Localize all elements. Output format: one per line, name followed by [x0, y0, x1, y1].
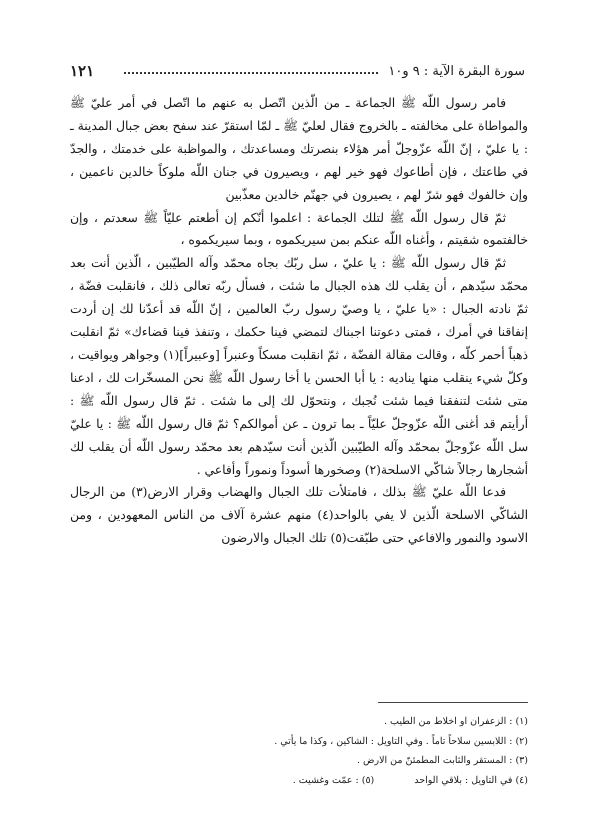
main-text — [70, 92, 528, 550]
footnotes — [70, 712, 528, 790]
page-header — [70, 60, 525, 82]
footnote-5: (٥) : عمّت وغشيت . — [292, 774, 375, 786]
paragraph-4: فدعا اللّه عليّ ﷺ بذلك ، فامتلأت تلك الجبال والهضاب وقرار الارض(٣) من الرجال الشاكّي الاسلحة الّذين لا يفي بالواحد(٤) منهم عشرة آلاف من الناس المعهودين ، ومن الاسود والنمور والافاعي حتى طبّقت(٥) تلك الجبال والارضون — [70, 485, 528, 546]
header-dotted-rule — [124, 72, 378, 74]
paragraph-2: ثمّ قال رسول اللّه ﷺ لتلك الجماعة : اعلموا أنّكم إن أطعتم عليّاً ﷺ سعدتم ، وإن خالفتموه شقيتم ، وأغناه اللّه عنكم بمن سيريكموه ، وبما سيريكموه ، — [70, 210, 528, 248]
footnote-2: (٢) : اللابسين سلاحاً تاماً . وفي التاويل : الشاكين ، وكذا ما يأتي . — [274, 735, 528, 747]
footnote-row — [70, 771, 528, 791]
footnote-separator — [378, 702, 528, 703]
running-title: سورة البقرة الآية : ٩ و١٠ — [388, 63, 525, 79]
footnote-1: (١) : الزعفران او اخلاط من الطيب . — [383, 716, 528, 727]
footnote-4: (٤) في التاويل : بلاقي الواحد — [414, 774, 528, 786]
page-number: ١٢١ — [70, 62, 95, 80]
paragraph-3: ثمّ قال رسول اللّه ﷺ : يا عليّ ، سل ربّك بجاه محمّد وآله الطيّبين ، الّذين أنت بعد محمّد سيّدهم ، أن يقلب لك هذه الجبال ما شئت ، فسأل ربّه تعالى ذلك ، فانقلبت فضّة ، ثمّ نادته الجبال : «يا عليّ ، يا وصيّ رسول ربّ العالمين ، إنّ اللّه قد أعدّنا لك إن أردت إنفاقنا في أمرك ، فمتى دعوتنا اجبناك لتمضي فينا حكمك ، وتنفذ فينا قضاءك» ثمّ انقلبت ذهباً أحمر كلّه ، وقالت مقالة الفضّة ، ثمّ انقلبت مسكاً وعنبراً [وعبيراً](١) وجواهر ويواقيت ، وكلّ شيء ينقلب منها يناديه : يا أبا الحسن يا أخا رسول اللّه ﷺ نحن المسخّرات لك ، ادعنا متى شئت لتنفقنا فيما شئت نُجبك ، ونتحوّل لك إلى ما شئت . ثمّ قال رسول اللّه ﷺ : أرأيتم قد أغنى اللّه عزّوجلّ عليّاً ـ بما ترون ـ عن أموالكم؟ ثمّ قال رسول اللّه ﷺ : يا عليّ سل اللّه عزّوجلّ بمحمّد وآله الطيّبين الّذين أنت سيّدهم بعد محمّد رسول اللّه أن يقلب لك أشجارها رجالاً شاكّي الاسلحة(٢) وصخورها أسوداً ونموراً وأفاعي . — [70, 256, 528, 477]
footnote-3: (٣) : المستقر والثابت المطمئنّ من الارض . — [356, 755, 528, 766]
paragraph-1: فامر رسول اللّه ﷺ الجماعة ـ من الّذين اتّصل به عنهم ما اتّصل في أمر عليّ ﷺ والمواطاة على مخالفته ـ بالخروج فقال لعليّ ﷺ ـ لمّا استقرّ عند سفح بعض جبال المدينة ـ : يا عليّ ، إنّ اللّه عزّوجلّ أمر هؤلاء بنصرتك ومساعدتك ، والمواظبة على خدمتك ، والجدّ في طاعتك ، فإن أطاعوك فهو خير لهم ، ويصيرون في جنان اللّه ملوكاً خالدين ناعمين ، وإن خالفوك فهو شرّ لهم ، يصيرون في جهنّم خالدين معذّبين — [70, 96, 528, 202]
